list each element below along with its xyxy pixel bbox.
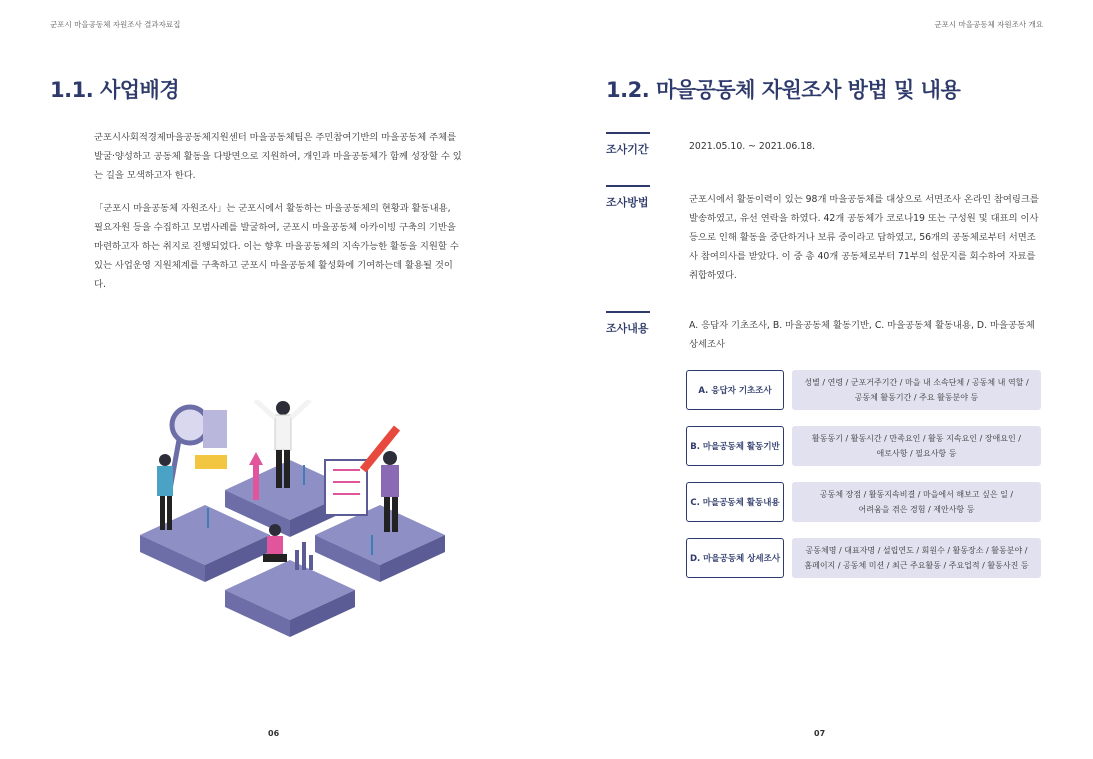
row-category: A. 응답자 기초조사 [686, 370, 784, 410]
row-description: 공동체명 / 대표자명 / 설립연도 / 회원수 / 활동장소 / 활동분야 / 홈페이지 / 공동체 미션 / 최근 주요활동 / 주요업적 / 활동사진 등 [792, 538, 1041, 578]
period-label: 조사기간 [606, 132, 650, 157]
header-left: 군포시 마을공동체 자원조사 결과자료집 [50, 20, 181, 29]
content-label: 조사내용 [606, 311, 650, 336]
row-description: 성별 / 연령 / 군포거주기간 / 마을 내 소속단체 / 공동체 내 역할 / 공동체 활동기간 / 주요 활동분야 등 [792, 370, 1041, 410]
background-paragraph-2: 「군포시 마을공동체 자원조사」는 군포시에서 활동하는 마을공동체의 현황과 활동내용, 필요자원 등을 수집하고 모범사례를 발굴하여, 군포시 마을공동체 아카이빙 구축의 기반을 마련하고자 하는 취지로 진행되었다. 이는 향후 마을공동체의 지속가능한 활동을 지원할 수 있는 사업운영 지원체계를 구축하고 군포시 마을공동체 활성화에 기여하는데 활용될 것이다. [94, 203, 459, 290]
survey-row-d [686, 538, 1041, 578]
survey-row-a [686, 370, 1041, 410]
row-description: 공동체 장점 / 활동지속비결 / 마을에서 해보고 싶은 일 / 어려움을 겪은 경험 / 제안사항 등 [792, 482, 1041, 522]
left-page-number: 06 [268, 729, 280, 738]
right-page-number: 07 [814, 729, 826, 738]
puzzle-teamwork-illustration-icon [135, 400, 475, 640]
right-section-title: 1.2. 마을공동체 자원조사 방법 및 내용 [606, 78, 961, 102]
row-description: 활동동기 / 활동시간 / 만족요인 / 활동 지속요인 / 장애요인 / 애로사항 / 필요사항 등 [792, 426, 1041, 466]
left-section-title: 1.1. 사업배경 [50, 78, 180, 102]
header-right: 군포시 마을공동체 자원조사 개요 [934, 20, 1043, 29]
method-text: 군포시에서 활동이력이 있는 98개 마을공동체를 대상으로 서면조사 온라인 참여링크를 발송하였고, 유선 연락을 하였다. 42개 공동체가 코로나19 또는 구성원 및 대표의 이사 등으로 인해 활동을 중단하거나 보류 중이라고 답하였고, 56개의 공동체로부터 서면조사 참여의사를 받았다. 이 중 총 40개 공동체로부터 71부의 설문지를 회수하여 자료를 취합하였다. [689, 194, 1039, 281]
background-paragraph-1: 군포시사회적경제마을공동체지원센터 마을공동체팀은 주민참여기반의 마을공동체 주체를 발굴·양성하고 공동체 활동을 다방면으로 지원하여, 개인과 마을공동체가 함께 성장할 수 있는 길을 모색하고자 한다. [94, 132, 462, 181]
row-category: C. 마을공동체 활동내용 [686, 482, 784, 522]
method-label: 조사방법 [606, 185, 650, 210]
survey-row-b [686, 426, 1041, 466]
survey-row-c [686, 482, 1041, 522]
period-text: 2021.05.10. ~ 2021.06.18. [689, 141, 816, 152]
row-category: B. 마을공동체 활동기반 [686, 426, 784, 466]
row-category: D. 마을공동체 상세조사 [686, 538, 784, 578]
content-text: A. 응답자 기초조사, B. 마을공동체 활동기반, C. 마을공동체 활동내용, D. 마을공동체 상세조사 [689, 320, 1035, 350]
